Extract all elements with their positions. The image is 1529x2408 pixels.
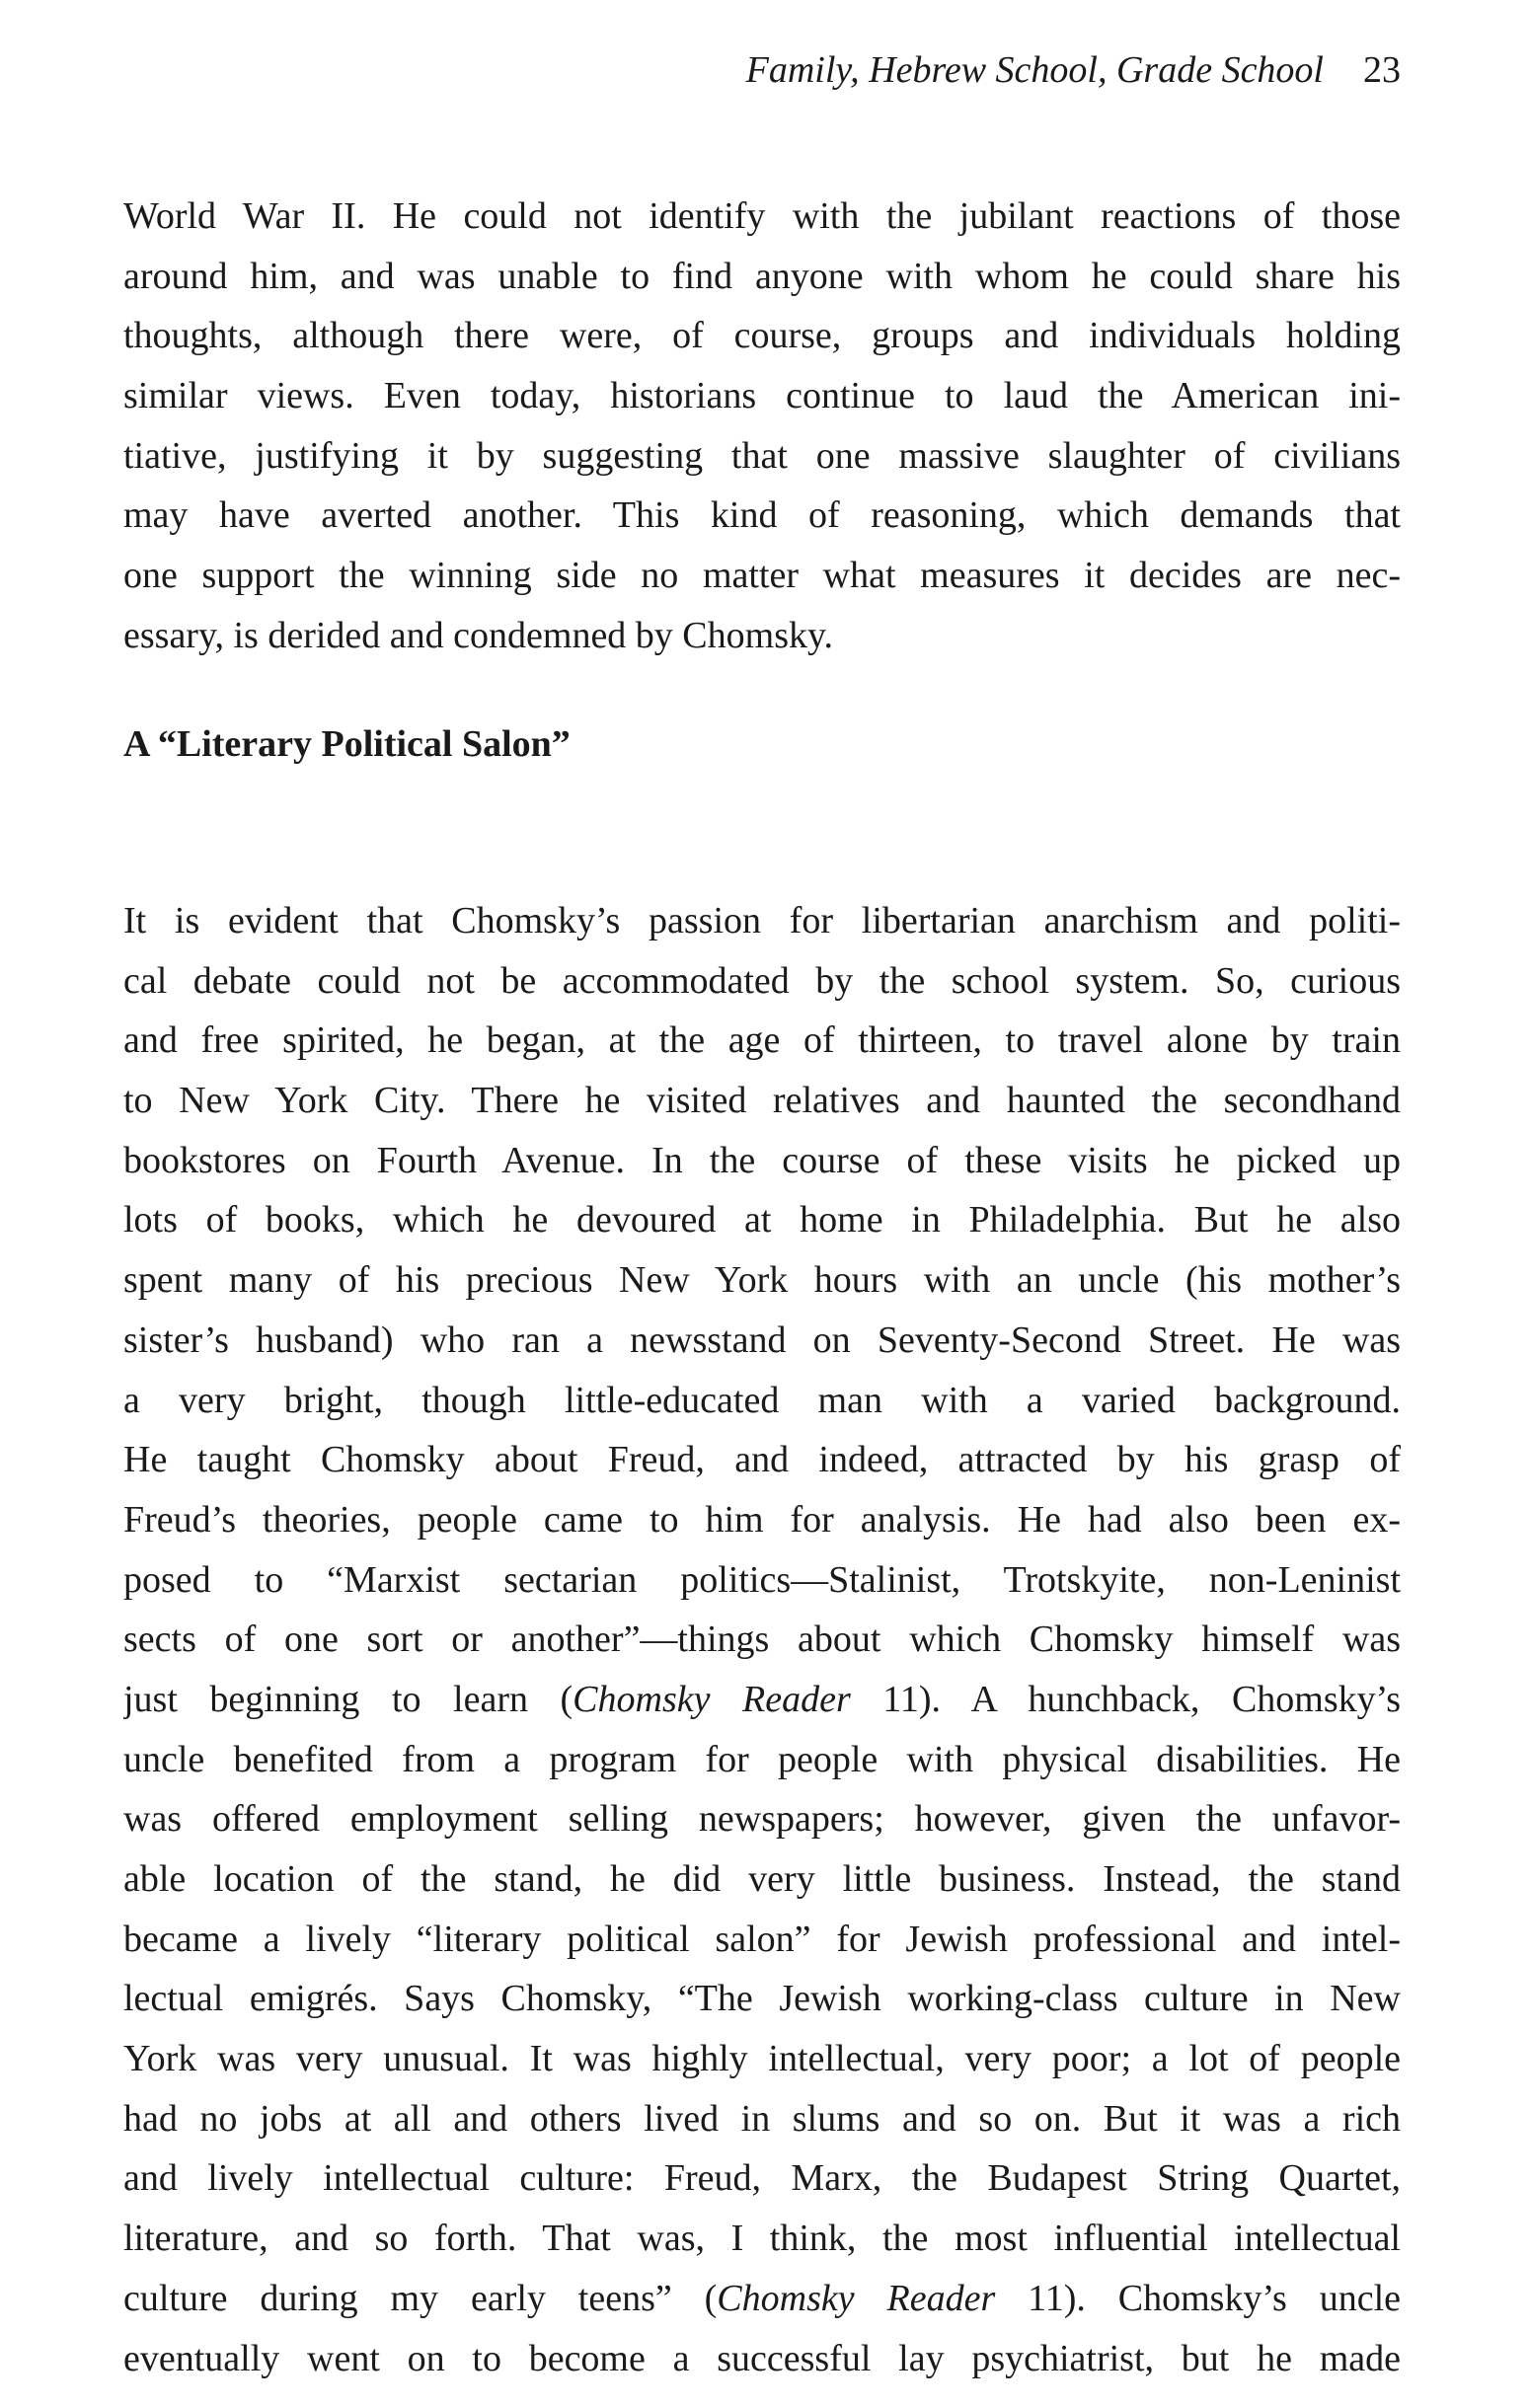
text-line: may have averted another. This kind of reasoning, which demands that [123, 494, 1401, 537]
text-line: able location of the stand, he did very little business. Instead, the stand [123, 1858, 1401, 1900]
text-line: similar views. Even today, historians continue to laud the American ini- [123, 375, 1401, 417]
text-line: lots of books, which he devoured at home in Philadelphia. But he also [123, 1199, 1401, 1242]
text-line: was offered employment selling newspapers; however, given the unfavor- [123, 1798, 1401, 1841]
text-line: eventually went on to become a successful lay psychiatrist, but he made [123, 2337, 1401, 2379]
text-line: cal debate could not be accommodated by the school system. So, curious [123, 959, 1401, 1002]
text-line: essary, is derided and condemned by Chomsky. [123, 614, 834, 656]
text-line: It is evident that Chomsky’s passion for libertarian anarchism and politi- [123, 900, 1401, 941]
text-line: had no jobs at all and others lived in slums and so on. But it was a rich [123, 2097, 1401, 2140]
text-line: sects of one sort or another”—things about which Chomsky himself was [123, 1618, 1401, 1661]
text-line: World War II. He could not identify with the jubilant reactions of those [123, 195, 1401, 237]
text-line: lectual emigrés. Says Chomsky, “The Jewish working-class culture in New [123, 1978, 1401, 2020]
text-line: sister’s husband) who ran a newsstand on Seventy-Second Street. He was [123, 1318, 1401, 1361]
text-line: tiative, justifying it by suggesting that one massive slaughter of civilians [123, 434, 1401, 477]
running-head [746, 51, 1401, 89]
section-heading: A “Literary Political Salon” [123, 723, 571, 765]
text-line: He taught Chomsky about Freud, and indeed, attracted by his grasp of [123, 1439, 1401, 1481]
page-number: 23 [1363, 49, 1401, 91]
text-line: York was very unusual. It was highly intellectual, very poor; a lot of people [123, 2038, 1401, 2080]
text-line: posed to “Marxist sectarian politics—Stalinist, Trotskyite, non-Leninist [123, 1558, 1401, 1601]
text-line: became a lively “literary political salon” for Jewish professional and intel- [123, 1918, 1401, 1960]
running-head-title: Family, Hebrew School, Grade School [745, 49, 1324, 91]
text-line: bookstores on Fourth Avenue. In the course of these visits he picked up [123, 1139, 1401, 1181]
text-line: and free spirited, he began, at the age of thirteen, to travel alone by train [123, 1019, 1401, 1062]
paragraph-1 [123, 187, 1401, 666]
text-line: around him, and was unable to find anyone with whom he could share his [123, 255, 1401, 297]
book-title: Chomsky Reader [573, 1678, 851, 1720]
text-line: literature, and so forth. That was, I think, the most influential intellectual [123, 2218, 1401, 2260]
text-line: a very bright, though little-educated man with a varied background. [123, 1379, 1401, 1421]
text-line: uncle benefited from a program for people with physical disabilities. He [123, 1738, 1401, 1780]
text-line: and lively intellectual culture: Freud, Marx, the Budapest String Quartet, [123, 2157, 1401, 2200]
text-line: thoughts, although there were, of course, groups and individuals holding [123, 315, 1401, 357]
text-line: culture during my early teens” (Chomsky Reader 11). Chomsky’s uncle [123, 2277, 1401, 2319]
text-line: Freud’s theories, people came to him for analysis. He had also been ex- [123, 1498, 1401, 1541]
paragraph-2 [123, 891, 1401, 2388]
text-line: one support the winning side no matter what measures it decides are nec- [123, 555, 1401, 597]
text-line: to New York City. There he visited relatives and haunted the secondhand [123, 1080, 1401, 1122]
book-title: Chomsky Reader [717, 2277, 996, 2319]
text-line: just beginning to learn (Chomsky Reader 11). A hunchback, Chomsky’s [123, 1678, 1401, 1720]
text-line: spent many of his precious New York hours with an uncle (his mother’s [123, 1259, 1401, 1302]
